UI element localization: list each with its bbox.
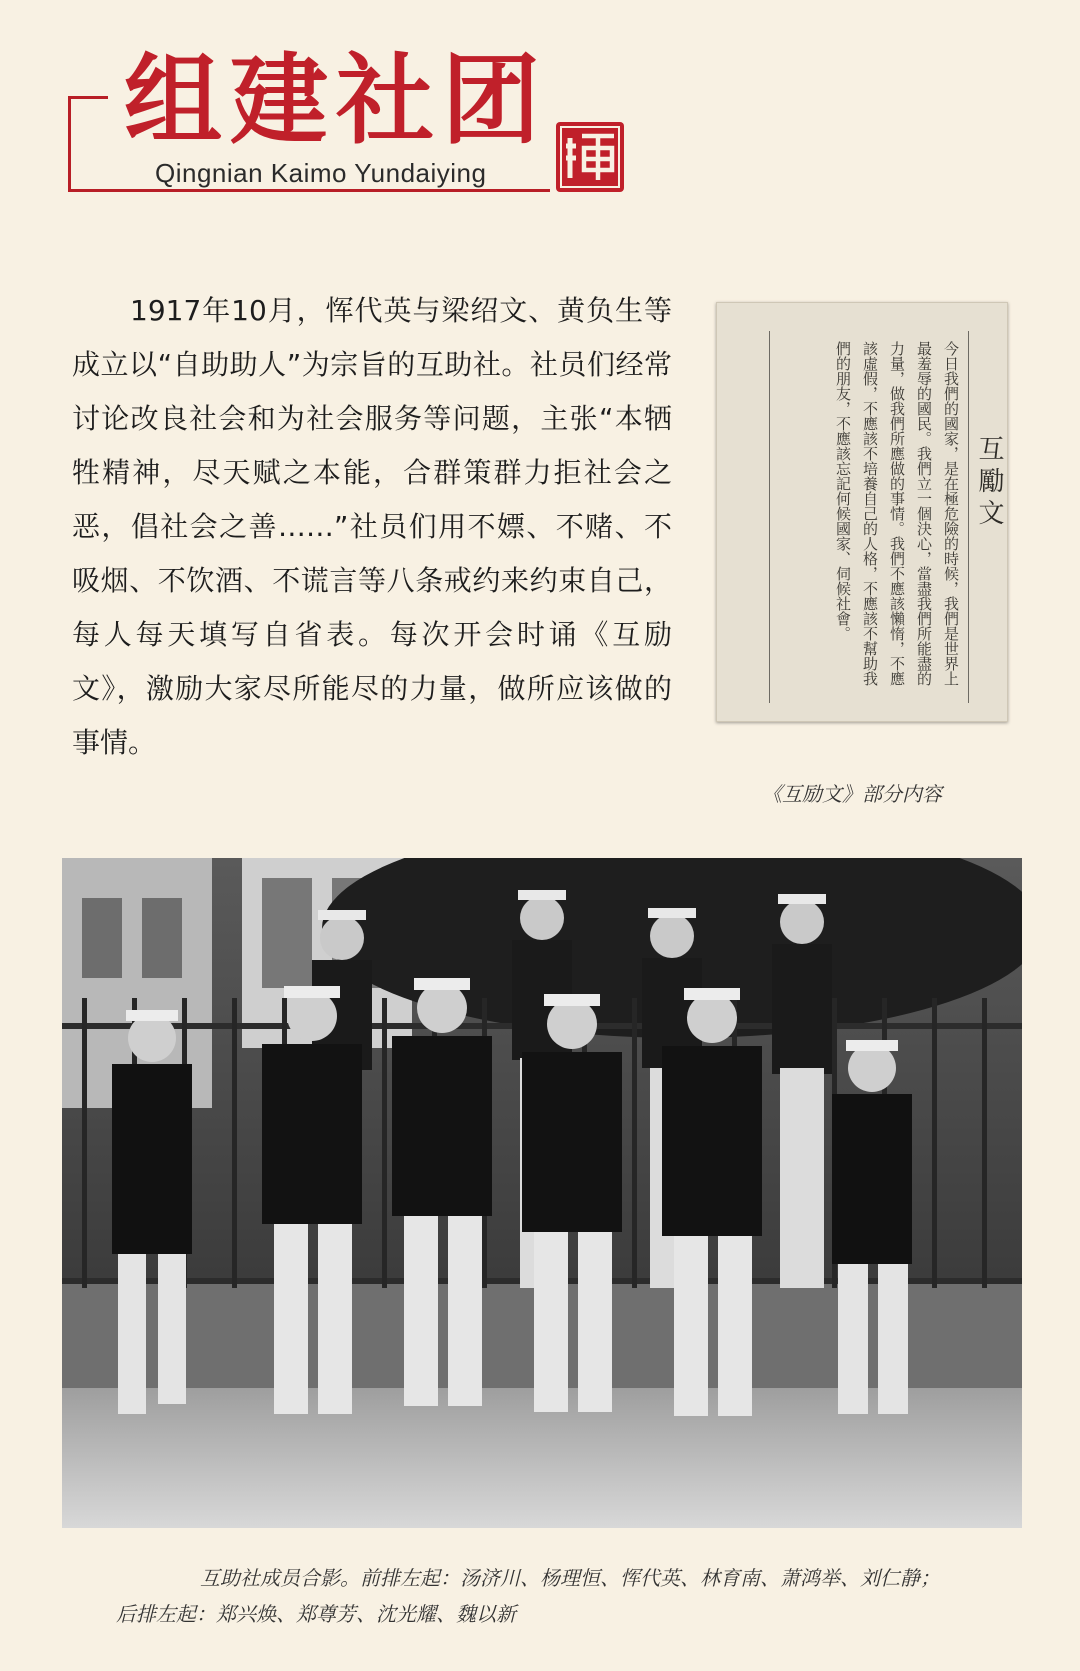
document-border <box>769 331 969 703</box>
intro-paragraph: 1917年10月，恽代英与梁绍文、黄负生等成立以“自助助人”为宗旨的互助社。社员们经常讨论改良社会和为社会服务等问题，主张“本牺牲精神，尽天赋之本能，合群策群力拒社会之恶，倡社会之善……”社员们用不嫖、不赌、不吸烟、不饮酒、不谎言等八条戒约来约束自己，每人每天填写自省表。每次开会时诵《互励文》，激励大家尽所能尽的力量，做所应该做的事情。 <box>72 294 672 759</box>
document-title: 互勵文 <box>974 435 1004 531</box>
caption-line-front-row: 互助社成员合影。前排左起：汤济川、杨理恒、恽代英、林育南、萧鸿举、刘仁静； <box>200 1566 940 1590</box>
seal-stamp-icon <box>556 122 624 192</box>
page-subtitle: Qingnian Kaimo Yundaiying <box>155 158 487 188</box>
page-title: 组建社团 <box>124 43 549 158</box>
document-photo <box>716 302 1008 722</box>
group-photo <box>62 858 1022 1528</box>
document-caption: 《互励文》部分内容 <box>762 782 942 806</box>
caption-line-back-row: 后排左起：郑兴焕、郑尊芳、沈光耀、魏以新 <box>116 1602 516 1626</box>
document-text: 今日我們的國家，是在極危險的時候，我們是世界上最羞辱的國民。我們立一個決心，當盡我們所能盡的力量，做我們所應做的事情。我們不應該懶惰，不應該虛假，不應該不培養自己的人格，不應該不幫助我們的朋友，不應該忘記何候國家、伺候社會。 <box>834 341 960 686</box>
group-photo-caption <box>116 1560 1058 1632</box>
